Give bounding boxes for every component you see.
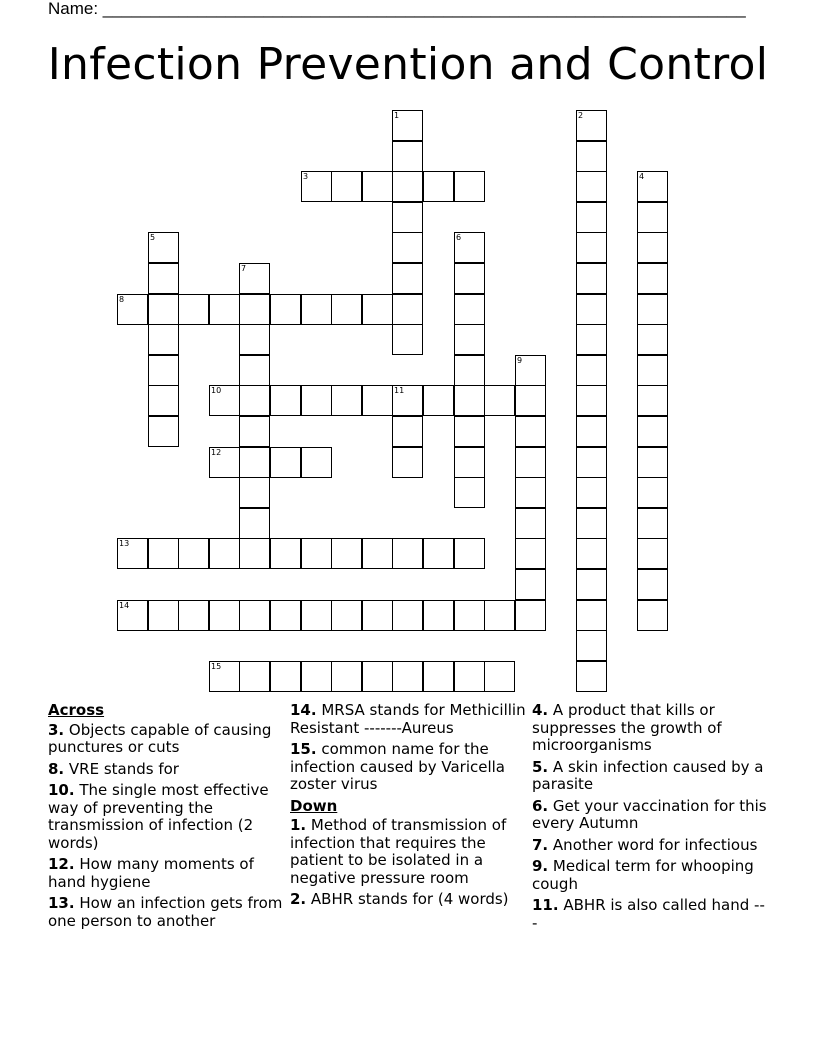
crossword-cell[interactable] xyxy=(576,355,607,386)
crossword-cell[interactable] xyxy=(576,385,607,416)
clue-number: 9 xyxy=(517,356,523,365)
clue-down-2: 2. ABHR stands for (4 words) xyxy=(290,890,509,908)
crossword-cell[interactable] xyxy=(148,385,179,416)
crossword-cell[interactable] xyxy=(331,171,362,202)
crossword-cell[interactable] xyxy=(117,538,148,569)
clues-column-3 xyxy=(532,702,768,936)
crossword-cell[interactable] xyxy=(637,447,668,478)
crossword-cell[interactable] xyxy=(454,355,485,386)
crossword-cell[interactable] xyxy=(484,661,515,692)
crossword-cell[interactable] xyxy=(209,385,240,416)
crossword-cell[interactable] xyxy=(454,538,485,569)
crossword-cell[interactable] xyxy=(637,324,668,355)
crossword-cell[interactable] xyxy=(454,600,485,631)
crossword-cell[interactable] xyxy=(239,538,270,569)
crossword-cell[interactable] xyxy=(301,294,332,325)
crossword-cell[interactable] xyxy=(148,324,179,355)
clue-number: 11 xyxy=(394,386,405,395)
crossword-cell[interactable] xyxy=(239,600,270,631)
crossword-cell[interactable] xyxy=(423,538,454,569)
crossword-cell[interactable] xyxy=(515,385,546,416)
crossword-cell[interactable] xyxy=(637,232,668,263)
clue-number: 1 xyxy=(394,111,400,120)
crossword-cell[interactable] xyxy=(515,600,546,631)
crossword-cell[interactable] xyxy=(209,294,240,325)
crossword-cell[interactable] xyxy=(148,355,179,386)
crossword-cell[interactable] xyxy=(392,324,423,355)
clue-number: 8 xyxy=(119,295,125,304)
crossword-cell[interactable] xyxy=(239,661,270,692)
crossword-cell[interactable] xyxy=(637,538,668,569)
crossword-cell[interactable] xyxy=(178,600,209,631)
crossword-cell[interactable] xyxy=(576,569,607,600)
crossword-cell[interactable] xyxy=(301,538,332,569)
clue-down-7: 7. Another word for infectious xyxy=(532,835,758,854)
crossword-cell[interactable] xyxy=(576,141,607,172)
crossword-cell[interactable] xyxy=(301,661,332,692)
crossword-cell[interactable] xyxy=(515,477,546,508)
crossword-cell[interactable] xyxy=(331,385,362,416)
clue-down-1: 1. Method of transmission of infection that requires the patient to be isolated in a negative pressure room xyxy=(290,816,507,887)
crossword-cell[interactable] xyxy=(362,538,393,569)
crossword-cell[interactable] xyxy=(270,661,301,692)
crossword-cell[interactable] xyxy=(484,600,515,631)
crossword-cell[interactable] xyxy=(392,141,423,172)
across-heading: Across xyxy=(48,701,105,719)
crossword-cell[interactable] xyxy=(454,447,485,478)
crossword-cell[interactable] xyxy=(362,171,393,202)
crossword-cell[interactable] xyxy=(576,630,607,661)
crossword-cell[interactable] xyxy=(576,661,607,692)
crossword-cell[interactable] xyxy=(423,171,454,202)
crossword-cell[interactable] xyxy=(117,600,148,631)
crossword-cell[interactable] xyxy=(515,569,546,600)
crossword-cell[interactable] xyxy=(270,385,301,416)
crossword-cell[interactable] xyxy=(209,447,240,478)
clue-number: 6 xyxy=(456,233,462,242)
crossword-cell[interactable] xyxy=(454,661,485,692)
crossword-cell[interactable] xyxy=(270,447,301,478)
crossword-cell[interactable] xyxy=(576,110,607,141)
crossword-cell[interactable] xyxy=(576,508,607,539)
clue-across-15: 15. common name for the infection caused by Varicella zoster virus xyxy=(290,740,506,793)
crossword-cell[interactable] xyxy=(209,661,240,692)
crossword-cell[interactable] xyxy=(301,385,332,416)
crossword-cell[interactable] xyxy=(454,385,485,416)
crossword-cell[interactable] xyxy=(392,171,423,202)
crossword-cell[interactable] xyxy=(209,538,240,569)
crossword-cell[interactable] xyxy=(392,600,423,631)
crossword-cell[interactable] xyxy=(270,600,301,631)
crossword-cell[interactable] xyxy=(148,538,179,569)
crossword-cell[interactable] xyxy=(637,385,668,416)
crossword-cell[interactable] xyxy=(331,600,362,631)
crossword-cell[interactable] xyxy=(423,661,454,692)
clue-across-3: 3. Objects capable of causing punctures or cuts xyxy=(48,720,272,756)
puzzle-title: Infection Prevention and Control xyxy=(47,39,769,90)
crossword-cell[interactable] xyxy=(454,263,485,294)
crossword-cell[interactable] xyxy=(239,447,270,478)
clues-column-1 xyxy=(48,702,284,934)
crossword-cell[interactable] xyxy=(637,355,668,386)
crossword-cell[interactable] xyxy=(576,324,607,355)
crossword-cell[interactable] xyxy=(515,538,546,569)
clue-number: 4 xyxy=(639,172,645,181)
crossword-cell[interactable] xyxy=(331,661,362,692)
crossword-cell[interactable] xyxy=(392,294,423,325)
crossword-cell[interactable] xyxy=(392,202,423,233)
crossword-cell[interactable] xyxy=(454,477,485,508)
crossword-cell[interactable] xyxy=(392,447,423,478)
clue-down-6: 6. Get your vaccination for this every Autumn xyxy=(532,796,767,832)
crossword-cell[interactable] xyxy=(576,538,607,569)
crossword-cell[interactable] xyxy=(576,171,607,202)
crossword-cell[interactable] xyxy=(148,294,179,325)
clue-down-11: 11. ABHR is also called hand --- xyxy=(532,896,765,932)
crossword-cell[interactable] xyxy=(423,385,454,416)
clue-number: 15 xyxy=(211,662,222,671)
crossword-cell[interactable] xyxy=(515,355,546,386)
crossword-cell[interactable] xyxy=(454,416,485,447)
crossword-cell[interactable] xyxy=(576,232,607,263)
crossword-cell[interactable] xyxy=(301,447,332,478)
crossword-cell[interactable] xyxy=(637,416,668,447)
clue-down-5: 5. A skin infection caused by a parasite xyxy=(532,757,764,793)
crossword-cell[interactable] xyxy=(392,538,423,569)
clue-number: 10 xyxy=(211,386,222,395)
crossword-cell[interactable] xyxy=(637,508,668,539)
crossword-cell[interactable] xyxy=(239,324,270,355)
crossword-cell[interactable] xyxy=(576,263,607,294)
crossword-cell[interactable] xyxy=(148,232,179,263)
crossword-cell[interactable] xyxy=(239,355,270,386)
crossword-cell[interactable] xyxy=(576,202,607,233)
crossword-cell[interactable] xyxy=(362,661,393,692)
crossword-cell[interactable] xyxy=(301,600,332,631)
name-field[interactable]: Name: ____________________________________________________________________ xyxy=(48,0,746,18)
crossword-cell[interactable] xyxy=(270,538,301,569)
crossword-cell[interactable] xyxy=(637,569,668,600)
clue-number: 12 xyxy=(211,448,222,457)
crossword-cell[interactable] xyxy=(454,324,485,355)
crossword-cell[interactable] xyxy=(454,232,485,263)
clue-across-8: 8. VRE stands for xyxy=(48,759,179,778)
crossword-cell[interactable] xyxy=(362,294,393,325)
crossword-cell[interactable] xyxy=(392,416,423,447)
crossword-cell[interactable] xyxy=(515,416,546,447)
crossword-cell[interactable] xyxy=(576,600,607,631)
crossword-cell[interactable] xyxy=(239,294,270,325)
crossword-cell[interactable] xyxy=(423,600,454,631)
clue-across-12: 12. How many moments of hand hygiene xyxy=(48,855,254,891)
crossword-cell[interactable] xyxy=(239,477,270,508)
clue-across-14: 14. MRSA stands for Methicillin Resistant -------Aureus xyxy=(290,701,526,737)
crossword-cell[interactable] xyxy=(637,477,668,508)
clue-down-9: 9. Medical term for whooping cough xyxy=(532,857,754,893)
clue-down-4: 4. A product that kills or suppresses the growth of microorganisms xyxy=(532,701,722,754)
crossword-cell[interactable] xyxy=(239,508,270,539)
crossword-cell[interactable] xyxy=(362,600,393,631)
crossword-cell[interactable] xyxy=(392,232,423,263)
clue-number: 14 xyxy=(119,601,130,610)
clue-number: 13 xyxy=(119,539,130,548)
crossword-cell[interactable] xyxy=(148,416,179,447)
crossword-cell[interactable] xyxy=(454,294,485,325)
clue-number: 3 xyxy=(303,172,309,181)
crossword-cell[interactable] xyxy=(515,508,546,539)
crossword-cell[interactable] xyxy=(270,294,301,325)
crossword-cell[interactable] xyxy=(576,447,607,478)
crossword-cell[interactable] xyxy=(637,202,668,233)
crossword-cell[interactable] xyxy=(301,171,332,202)
crossword-cell[interactable] xyxy=(148,263,179,294)
crossword-cell[interactable] xyxy=(239,385,270,416)
clue-number: 2 xyxy=(578,111,584,120)
crossword-cell[interactable] xyxy=(392,385,423,416)
crossword-cell[interactable] xyxy=(117,294,148,325)
crossword-cell[interactable] xyxy=(331,538,362,569)
crossword-cell[interactable] xyxy=(178,294,209,325)
crossword-cell[interactable] xyxy=(637,171,668,202)
crossword-cell[interactable] xyxy=(454,171,485,202)
crossword-cell[interactable] xyxy=(392,110,423,141)
crossword-cell[interactable] xyxy=(148,600,179,631)
down-heading: Down xyxy=(290,796,338,815)
crossword-cell[interactable] xyxy=(239,416,270,447)
crossword-cell[interactable] xyxy=(576,477,607,508)
crossword-cell[interactable] xyxy=(239,263,270,294)
clue-across-13: 13. How an infection gets from one person to another xyxy=(48,894,283,930)
clues-column-2 xyxy=(290,702,526,913)
clue-number: 7 xyxy=(241,264,247,273)
clue-across-10: 10. The single most effective way of preventing the transmission of infection (2 words) xyxy=(48,781,269,852)
crossword-cell[interactable] xyxy=(637,294,668,325)
crossword-cell[interactable] xyxy=(484,385,515,416)
crossword-cell[interactable] xyxy=(515,447,546,478)
crossword-cell[interactable] xyxy=(331,294,362,325)
crossword-cell[interactable] xyxy=(178,538,209,569)
crossword-cell[interactable] xyxy=(392,661,423,692)
crossword-cell[interactable] xyxy=(576,416,607,447)
crossword-cell[interactable] xyxy=(392,263,423,294)
crossword-cell[interactable] xyxy=(576,294,607,325)
crossword-cell[interactable] xyxy=(209,600,240,631)
crossword-cell[interactable] xyxy=(637,263,668,294)
crossword-cell[interactable] xyxy=(637,600,668,631)
clue-number: 5 xyxy=(150,233,156,242)
crossword-cell[interactable] xyxy=(362,385,393,416)
